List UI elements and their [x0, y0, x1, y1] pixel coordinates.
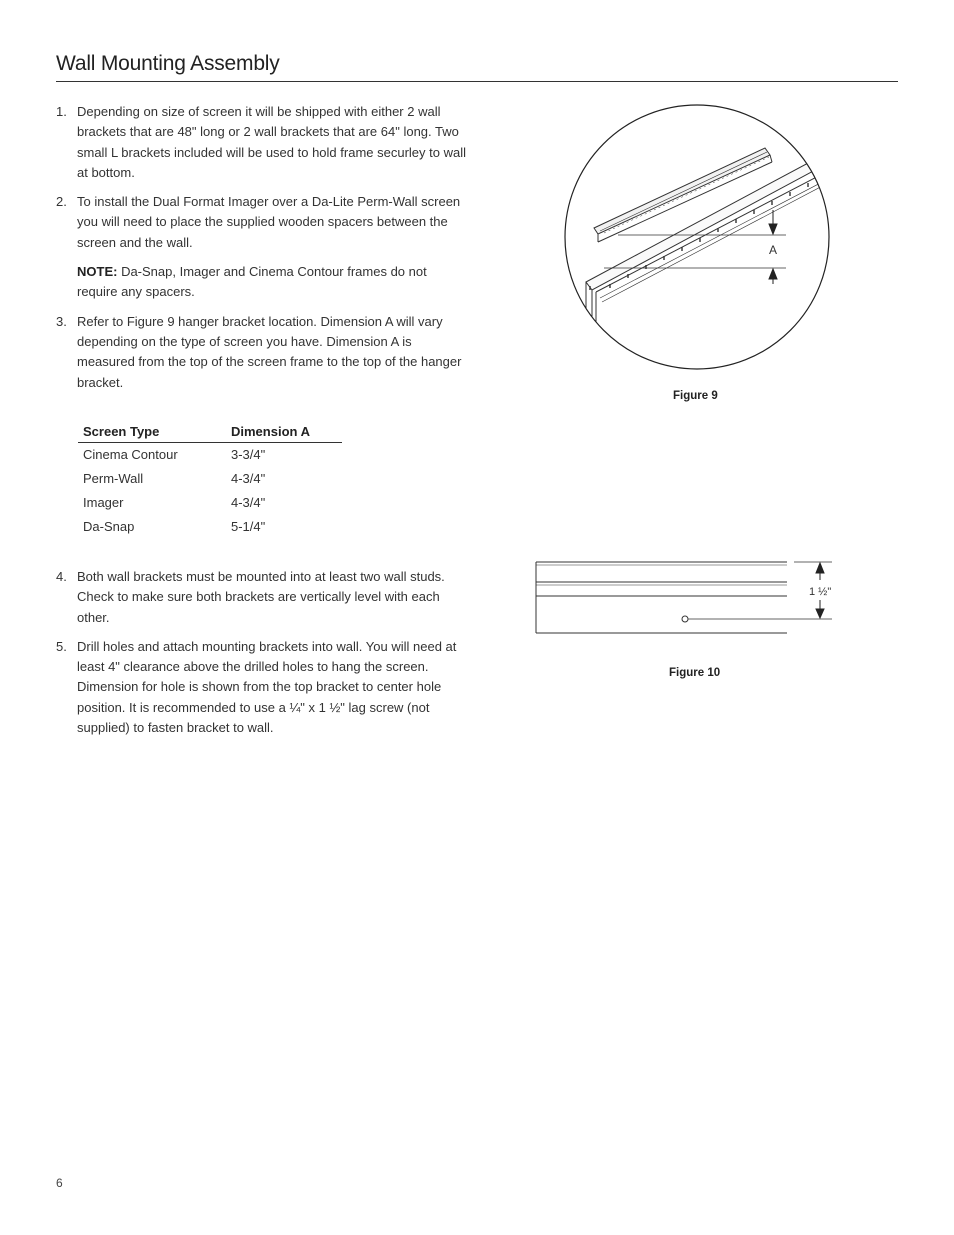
step-3: [56, 312, 466, 393]
note: [77, 262, 466, 303]
dimension-a-label: A: [769, 243, 778, 257]
figure-10-illustration: [532, 556, 842, 646]
arrow-up-icon: [769, 269, 777, 279]
step-number: 4.: [56, 569, 67, 584]
step-text: To install the Dual Format Imager over a Da-Lite Perm-Wall screen you will need to place the supplied wooden spacers between the screen and the wall.: [77, 194, 461, 250]
step-2: [56, 192, 466, 302]
step-number: 5.: [56, 638, 67, 654]
dimension-1-5-label: 1 ½": [809, 586, 832, 598]
step-text: Both wall brackets must be mounted into at least two wall studs. Check to make sure both brackets are vertically level with each other.: [77, 569, 445, 625]
arrow-down-icon: [769, 224, 777, 234]
table-row: [78, 514, 342, 538]
table-row: [78, 467, 342, 491]
step-5: [56, 637, 466, 738]
dimension-cell: 4-3/4": [231, 494, 266, 510]
page-number: 6: [56, 1176, 63, 1190]
step-1: [56, 102, 466, 183]
note-text: Da-Snap, Imager and Cinema Contour frames do not require any spacers.: [77, 264, 427, 300]
figure-9-illustration: [560, 100, 840, 380]
screen-type-cell: Da-Snap: [83, 518, 135, 534]
instruction-list-top: [56, 102, 466, 402]
mounting-hole-icon: [682, 616, 688, 622]
figure-10-caption: Figure 10: [669, 667, 721, 679]
dimension-cell: 4-3/4": [231, 471, 266, 487]
page-title: Wall Mounting Assembly: [56, 52, 280, 75]
step-number: 1.: [56, 104, 67, 119]
dimension-cell: 5-1/4": [231, 518, 266, 534]
arrow-up-icon: [816, 563, 824, 573]
screen-type-cell: Cinema Contour: [83, 447, 178, 463]
dimension-cell: 3-3/4": [231, 447, 266, 463]
step-number: 2.: [56, 194, 67, 210]
step-4: [56, 567, 466, 628]
step-number: 3.: [56, 313, 67, 329]
header-screen-type: Screen Type: [78, 422, 226, 443]
step-text: Drill holes and attach mounting brackets into wall. You will need at least 4" clearance above the drilled holes to hang the screen. Dimension for hole is shown from the top bracket to center hole position. It is recommended to use a ¼" x 1 ½" lag screw (not supplied) to fasten bracket to wall.: [77, 638, 457, 736]
title-divider: [56, 81, 898, 82]
table-header-row: [78, 422, 342, 443]
figure-9-caption: Figure 9: [673, 390, 718, 402]
header-dimension-a: Dimension A: [226, 422, 342, 443]
arrow-down-icon: [816, 609, 824, 618]
step-text: Depending on size of screen it will be shipped with either 2 wall brackets that are 48" long or 2 wall brackets that are 64" long. Two small L brackets included will be used to hold frame securley to wall at bottom.: [77, 104, 466, 180]
screen-type-cell: Imager: [83, 494, 124, 510]
screen-type-cell: Perm-Wall: [83, 471, 144, 487]
detail-circle: [565, 105, 829, 369]
step-text: Refer to Figure 9 hanger bracket location. Dimension A will vary depending on the type of screen you have. Dimension A is measured from the top of the screen frame to the top of the hanger bracket.: [77, 313, 462, 390]
instruction-list-bottom: [56, 567, 466, 747]
note-label: NOTE:: [77, 264, 118, 280]
table-row: [78, 443, 342, 467]
step-2-body: [77, 192, 466, 302]
dimension-table: [78, 422, 342, 538]
table-row: [78, 491, 342, 515]
